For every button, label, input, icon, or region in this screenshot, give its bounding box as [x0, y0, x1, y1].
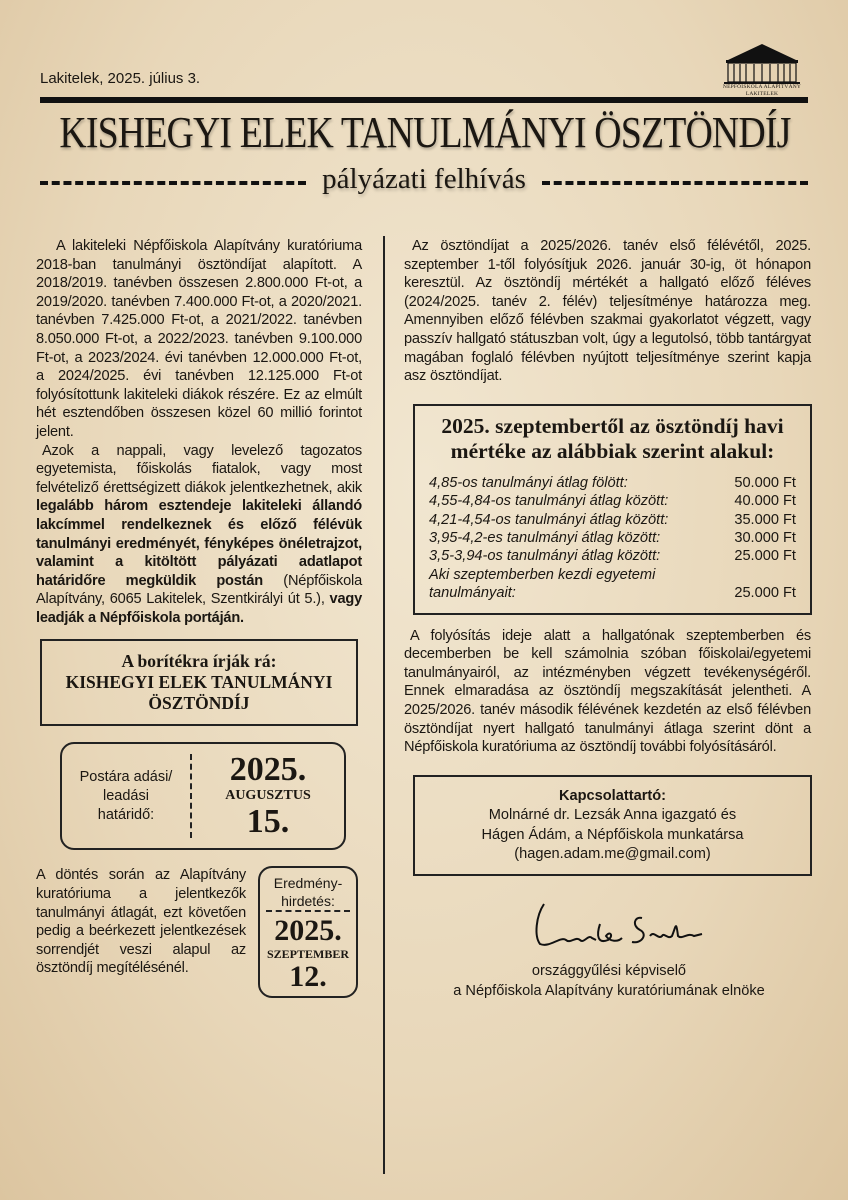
header-rule: [40, 97, 808, 103]
rates-list: [429, 474, 796, 603]
dashed-divider: [542, 181, 808, 185]
deadline-year: 2025.: [229, 751, 307, 789]
result-month: SZEPTEMBER: [266, 947, 350, 962]
subtitle-row: [40, 162, 808, 196]
handwritten-signature: [530, 896, 710, 956]
rate-row: [429, 474, 796, 492]
decision-paragraph: A döntés során az Alapítvány kuratóriuma a jelentkezők tanulmányi átlagát, ezt követően pedig a beérkezett jelentkezések sorrendjét veszi alapul az ösztöndíj megítélésénél.: [36, 867, 246, 977]
rate-row: [429, 511, 796, 529]
signer-role: országgyűlési képviselő: [531, 963, 687, 980]
rate-criterion: 3,5-3,94-os tanulmányi átlag között:: [429, 548, 661, 565]
rate-row: [429, 492, 796, 510]
rate-row: [429, 529, 796, 547]
contact-email[interactable]: (hagen.adam.me@gmail.com): [514, 845, 711, 862]
rate-criterion: 4,55-4,84-os tanulmányi átlag között:: [429, 493, 669, 510]
result-label: Eredmény-hirdetés:: [266, 868, 350, 912]
signature-caption: [404, 962, 814, 1001]
result-year: 2025.: [274, 914, 342, 948]
rate-amount: 50.000 Ft: [734, 474, 796, 491]
contact-line: Hágen Ádám, a Népfőiskola munkatársa: [481, 826, 744, 843]
contact-title: Kapcsolattartó:: [558, 787, 667, 804]
building-icon: [720, 42, 804, 84]
rate-criterion: 4,21-4,54-os tanulmányi átlag között:: [429, 511, 669, 528]
rate-criterion: 3,95-4,2-es tanulmányi átlag között:: [429, 529, 661, 546]
dashed-divider: [40, 181, 306, 185]
page-title: KISHEGYI ELEK TANULMÁNYI ÖSZTÖNDÍJ: [59, 108, 791, 157]
rates-title: 2025. szeptembertől az ösztöndíj havi mértéke az alábbiak szerint alakul:: [441, 413, 784, 463]
envelope-text: KISHEGYI ELEK TANULMÁNYI ÖSZTÖNDÍJ: [65, 672, 333, 714]
payment-paragraph: Az ösztöndíjat a 2025/2026. tanév első félévétől, 2025. szeptember 1-től folyósítjuk 2026. január 30-ig, öt hónapon keresztül. Az ösztöndíj mértékét a hallgató előző féléves (2024/2025. tanév 2. félév) teljesítménye határozza meg. Amennyiben előző félévben szakmai gyakorlatot végzett, vagy passzív hallgató státuszban volt, úgy a legutolsó, több tantárgyat magában foglaló félévben nyújtott teljesítménye szerint kapja asz ösztöndíjat.: [404, 238, 811, 385]
left-column: [36, 237, 362, 998]
reporting-paragraph: A folyósítás ideje alatt a hallgatónak szeptemberben és decemberben be kell számolnia szóban főiskolai/egyetemi tanulmányairól, az intézményben végzett tevékenységéről. Ennek elmaradása az ösztöndíj megszakítását jelentheti. A 2025/2026. tanév második félévének kezdetén az első félévben ösztöndíjat nyert hallgató tanulmányi átlaga szerint dönt a Népfőiskola kuratóriuma az ösztöndíj további folyósításáról.: [404, 627, 811, 756]
logo-text: NÉPFŐISKOLA ALAPÍTVÁNY LAKITELEK: [722, 84, 802, 97]
envelope-note-box: [40, 639, 358, 726]
rate-row: [429, 566, 796, 603]
deadline-label: Postára adási/ leadási határidő:: [62, 754, 192, 838]
nepfoiskola-logo: [716, 42, 808, 98]
rate-criterion: Aki szeptemberben kezdi egyetemi tanulmányait:: [429, 566, 656, 602]
rate-criterion: 4,85-os tanulmányi átlag fölött:: [429, 474, 628, 491]
result-day: 12.: [289, 960, 327, 994]
rate-amount: 25.000 Ft: [734, 585, 796, 602]
result-announcement-ticket: [258, 866, 358, 998]
rate-amount: 25.000 Ft: [734, 548, 796, 565]
right-column: [404, 237, 811, 1001]
column-divider: [383, 236, 385, 1174]
rates-box: [413, 404, 812, 615]
deadline-day: 15.: [246, 803, 290, 841]
rate-amount: 30.000 Ft: [734, 529, 796, 546]
rate-row: [429, 547, 796, 565]
document-date: Lakitelek, 2025. július 3.: [40, 70, 201, 87]
decision-row: [36, 866, 362, 998]
contact-line: Molnárné dr. Lezsák Anna igazgató és: [488, 807, 737, 824]
contact-box: [413, 775, 812, 877]
deadline-month: AUGUSZTUS: [225, 788, 311, 804]
subtitle: pályázati felhívás: [322, 163, 526, 195]
envelope-label: A borítékra írják rá:: [121, 651, 277, 672]
signer-organization: a Népfőiskola Alapítvány kuratóriumának elnöke: [453, 982, 765, 999]
intro-paragraph: A lakiteleki Népfőiskola Alapítvány kuratóriuma 2018-ban tanulmányi ösztöndíjat alapított. A 2018/2019. tanévben összesen 2.800.000 Ft-ot, a 2019/2020. tanévben 7.400.000 Ft-ot, a 2020/2021. tanévben 7.425.000 Ft-ot, a 2021/2022. tanévben 8.050.000 Ft-ot, a 2022/2023. tanévben 9.100.000 Ft-ot, a 2023/2024. évi tanévben 12.000.000 Ft-ot, a 2024/2025. évi tanévben 12.125.000 Ft-ot folyósítottunk lakiteleki diákok részére. Ez az elmúlt hét esztendőben összesen közel 60 millió forintot jelent.: [36, 238, 362, 440]
rate-amount: 35.000 Ft: [734, 511, 796, 528]
eligibility-paragraph: Azok a nappali, vagy levelező tagozatos egyetemista, főiskolás fiatalok, vagy most felvételiző érettségizett diákok jelentkezhetnek, akik legalább három esztendeje lakiteleki állandó lakcímmel rendelkeznek és előző félévük tanulmányi eredményét, fényképes önéletrajzot, valamint a kitöltött pályázati adatlapot határidőre megküldik postán (Népfőiskola Alapítvány, 6065 Lakitelek, Szentkirályi út 5.), vagy leadják a Népfőiskola portáján.: [36, 442, 362, 626]
rate-amount: 40.000 Ft: [734, 493, 796, 510]
deadline-ticket: [60, 742, 346, 850]
